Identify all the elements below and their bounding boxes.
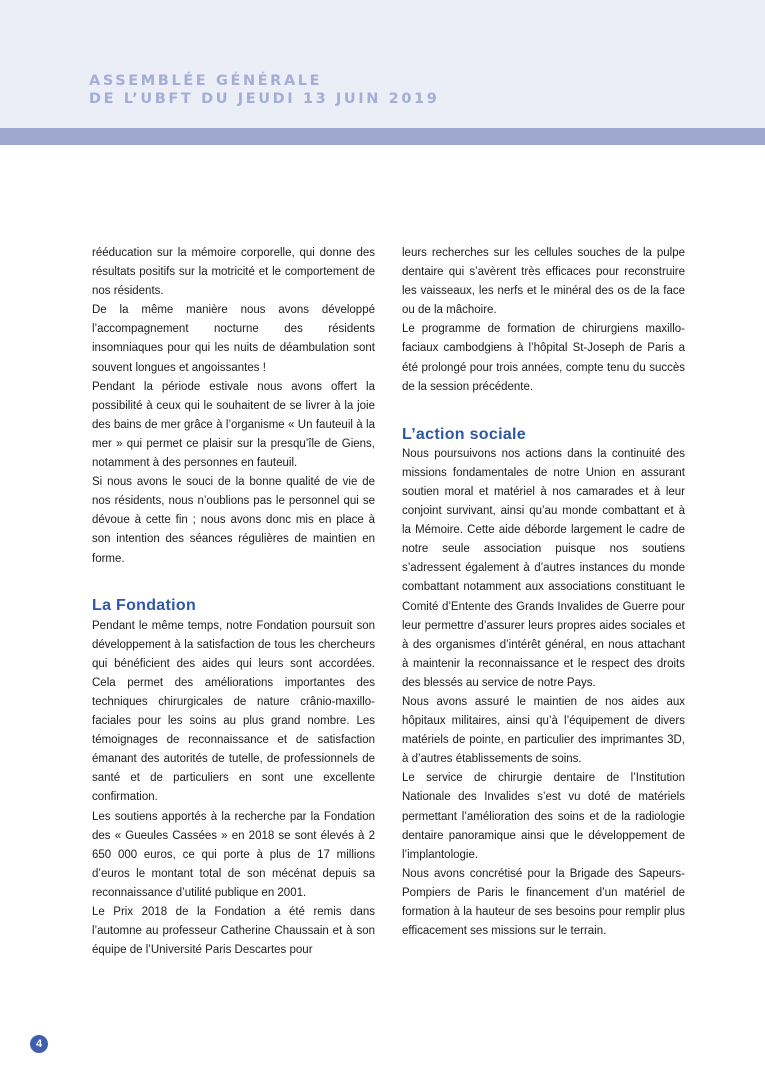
paragraph: Si nous avons le souci de la bonne qualité de vie de nos résidents, nous n’oublions pas le personnel qui se dévoue à cette fin ; nous avons donc mis en place à son intention des séances régulières de maintien en forme. [92,476,375,565]
paragraph: Pendant le même temps, notre Fondation poursuit son développement à la satisfaction de tous les chercheurs qui bénéficient des aides qui leurs sont accordées. Cela permet des améliorations importantes des techniques chirurgicales de nature crânio-maxillo-faciales pour les soins au plus grand nombre. Les témoignages de reconnaissance et de satisfaction émanant des autorités de tutelle, de professionnels de santé et de particuliers en sont une excellente confirmation. [92,619,375,804]
paragraph: Le Prix 2018 de la Fondation a été remis dans l’automne au professeur Catherine Chaussain et à son équipe de l’Université Paris Descartes pour [92,906,375,957]
header-title-line-1: ASSEMBLÉE GÉNÉRALE [89,73,323,89]
header-band [0,0,765,128]
paragraph: Nous avons concrétisé pour la Brigade des Sapeurs-Pompiers de Paris le financement d’un matériel de formation à la hauteur de ses besoins pour remplir plus efficacement ses missions sur le terrain. [402,867,685,938]
left-column [92,244,375,960]
header-accent-bar [0,128,765,145]
right-column [402,244,685,941]
paragraph: Les soutiens apportés à la recherche par la Fondation des « Gueules Cassées » en 2018 se sont élevés à 2 650 000 euros, ce qui porte à plus de 17 millions d’euros le montant total de son mécénat depuis sa reconnaissance d’utilité publique en 2001. [92,810,375,899]
paragraph: Le programme de formation de chirurgiens maxillo-faciaux cambodgiens à l’hôpital St-Joseph de Paris a été prolongé pour trois années, compte tenu du succès de la session précédente. [402,323,685,393]
paragraph: rééducation sur la mémoire corporelle, qui donne des résultats positifs sur la motricité et le comportement de nos résidents. [92,247,375,298]
paragraph: Nous poursuivons nos actions dans la continuité des missions fondamentales de notre Union en assurant soutien moral et matériel à nos camarades et à leur conjoint survivant, ainsi qu’au monde combattant et à la Mémoire. Cette aide déborde largement le cadre de notre seule association puisque nos soutiens s’adressent également à d’autres instances du monde combattant notamment aux associations constituant le Comité d’Entente des Grands Invalides de Guerre pour leur permettre d’assurer leurs propres aides sociales et à des organismes d’intérêt général, en nous attachant à maintenir la reconnaissance et le respect des droits des blessés au service de notre Pays. [402,447,685,689]
section-heading-fondation: La Fondation [92,596,197,614]
paragraph: Le service de chirurgie dentaire de l’Institution Nationale des Invalides s’est vu doté de matériels permettant l’amélioration des soins et de la radiologie dentaire panoramique ainsi que le développement de l’implantologie. [402,772,685,861]
paragraph: Pendant la période estivale nous avons offert la possibilité à ceux qui le souhaitent de se livrer à la joie des bains de mer grâce à l’organisme « Un fauteuil à la mer » qui permet ce plaisir sur la presqu’île de Giens, notamment à des personnes en fauteuil. [92,380,375,470]
header-title-line-2: DE L’UBFT DU JEUDI 13 JUIN 2019 [89,91,440,107]
page-number-badge: 4 [30,1035,48,1053]
paragraph: De la même manière nous avons développé l’accompagnement nocturne des résidents insomniaques pour qui les nuits de déambulation sont souvent longues et angoissantes ! [92,304,375,374]
paragraph: leurs recherches sur les cellules souches de la pulpe dentaire qui s’avèrent très efficaces pour reconstruire les vaisseaux, les nerfs et le minéral des os de la face ou de la mâchoire. [402,247,685,317]
section-heading-action-sociale: L’action sociale [402,425,526,443]
page-header-title [89,72,439,108]
paragraph: Nous avons assuré le maintien de nos aides aux hôpitaux militaires, ainsi qu’à l’équipement de divers matériels de pointe, en particulier des imprimantes 3D, à d’autres établissements de soins. [402,695,685,766]
